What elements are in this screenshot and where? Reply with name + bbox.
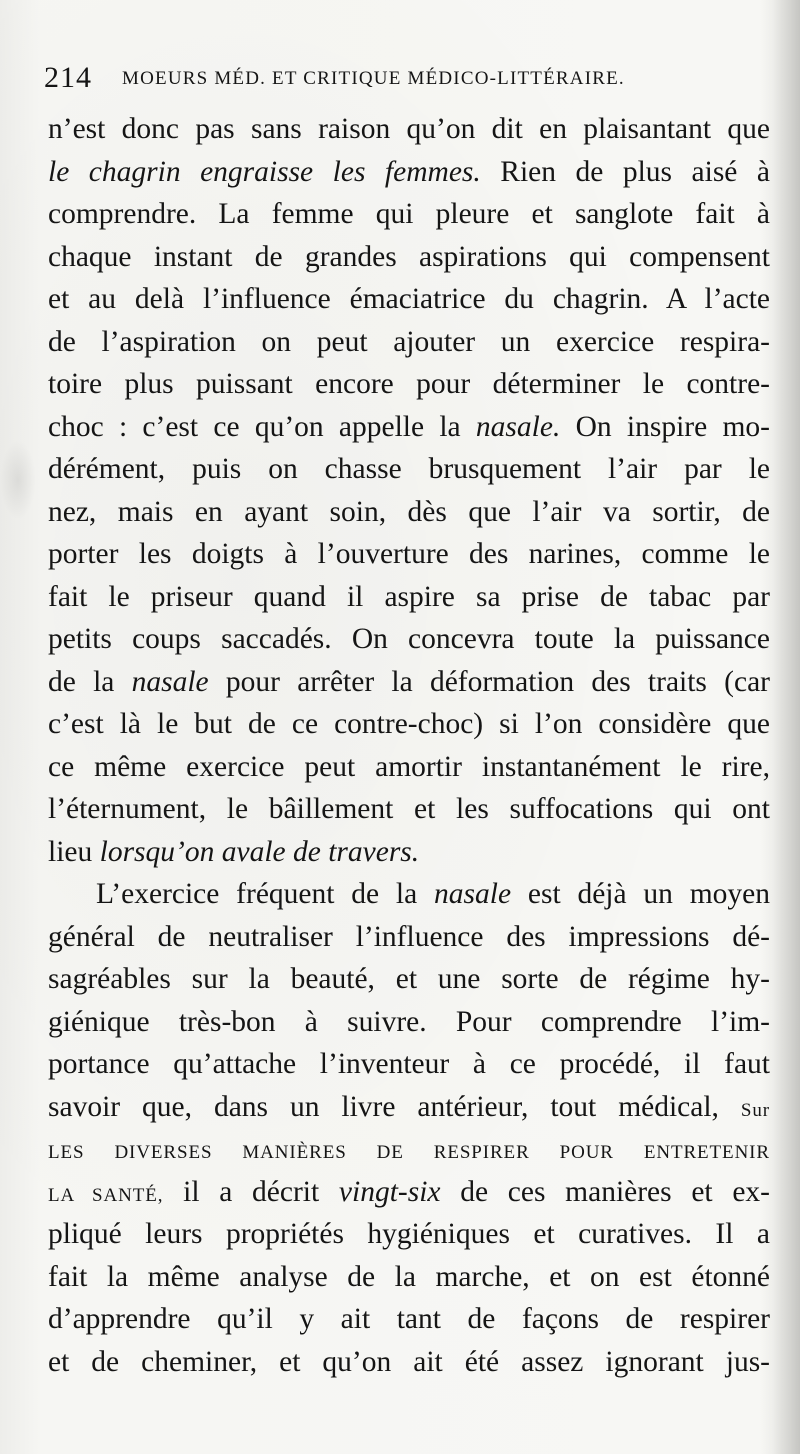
text-line: et de cheminer, et qu’on ait été assez ignorant jus- <box>48 1345 770 1378</box>
text-line: ce même exercice peut amortir instantanément le rire, <box>48 750 770 783</box>
paper-stain <box>0 440 36 520</box>
page-header <box>44 58 744 98</box>
text-line: dérément, puis on chasse brusquement l’air par le <box>48 453 770 485</box>
text-line: chaque instant de grandes aspirations qui compensent <box>48 240 770 273</box>
text-line: sagréables sur la beauté, et une sorte de régime hy- <box>48 963 770 995</box>
text-line: portance qu’attache l’inventeur à ce procédé, il faut <box>48 1048 770 1080</box>
small-caps-text: LES DIVERSES MANIÈRES DE RESPIRER POUR ENTRETENIR <box>48 1142 770 1163</box>
text-line: nez, mais en ayant soin, dès que l’air va sortir, de <box>48 495 770 528</box>
text-line: l’éternument, le bâillement et les suffocations qui ont <box>48 793 770 825</box>
text-line: porter les doigts à l’ouverture des narines, comme le <box>48 538 770 570</box>
text-line: comprendre. La femme qui pleure et sanglote fait à <box>48 198 770 230</box>
text-line: choc : c’est ce qu’on appelle la nasale. On inspire mo- <box>48 410 770 443</box>
page-number: 214 <box>44 61 92 94</box>
page-gutter-shadow <box>772 0 800 1454</box>
small-caps-text: Sur <box>740 1099 770 1121</box>
text-line: pliqué leurs propriétés hygiéniques et curatives. Il a <box>48 1218 770 1250</box>
small-caps-text: LA SANTÉ, <box>48 1184 164 1206</box>
text-line: giénique très-bon à suivre. Pour comprendre l’im- <box>48 1005 770 1038</box>
text-line: c’est là le but de ce contre-choc) si l’on considère que <box>48 708 770 740</box>
text-line <box>48 1128 770 1171</box>
text-line: fait le priseur quand il aspire sa prise de tabac par <box>48 580 770 613</box>
text-line: général de neutraliser l’influence des impressions dé- <box>48 920 770 953</box>
text-line: de la nasale pour arrêter la déformation des traits (car <box>48 665 770 698</box>
text-line: fait la même analyse de la marche, et on est étonné <box>48 1260 770 1293</box>
running-head: MOEURS MÉD. ET CRITIQUE MÉDICO-LITTÉRAIRE. <box>122 68 625 89</box>
text-line: savoir que, dans un livre antérieur, tout médical, Sur <box>48 1090 770 1123</box>
body-text <box>48 108 770 1383</box>
text-line: d’apprendre qu’il y ait tant de façons de respirer <box>48 1303 770 1335</box>
text-line: le chagrin engraisse les femmes. Rien de plus aisé à <box>48 155 770 188</box>
text-line: toire plus puissant encore pour déterminer le contre- <box>48 368 770 400</box>
text-line: de l’aspiration on peut ajouter un exercice respira- <box>48 325 770 358</box>
text-line: petits coups saccadés. On concevra toute la puissance <box>48 623 770 655</box>
text-line: n’est donc pas sans raison qu’on dit en plaisantant que <box>48 113 770 145</box>
text-line: lieu lorsqu’on avale de travers. <box>48 835 420 868</box>
text-line: LA SANTÉ, il a décrit vingt-six de ces manières et ex- <box>48 1175 770 1208</box>
text-line: et au delà l’influence émaciatrice du chagrin. A l’acte <box>48 283 770 315</box>
paragraph-first-line: L’exercice fréquent de la nasale est déjà un moyen <box>96 878 770 910</box>
